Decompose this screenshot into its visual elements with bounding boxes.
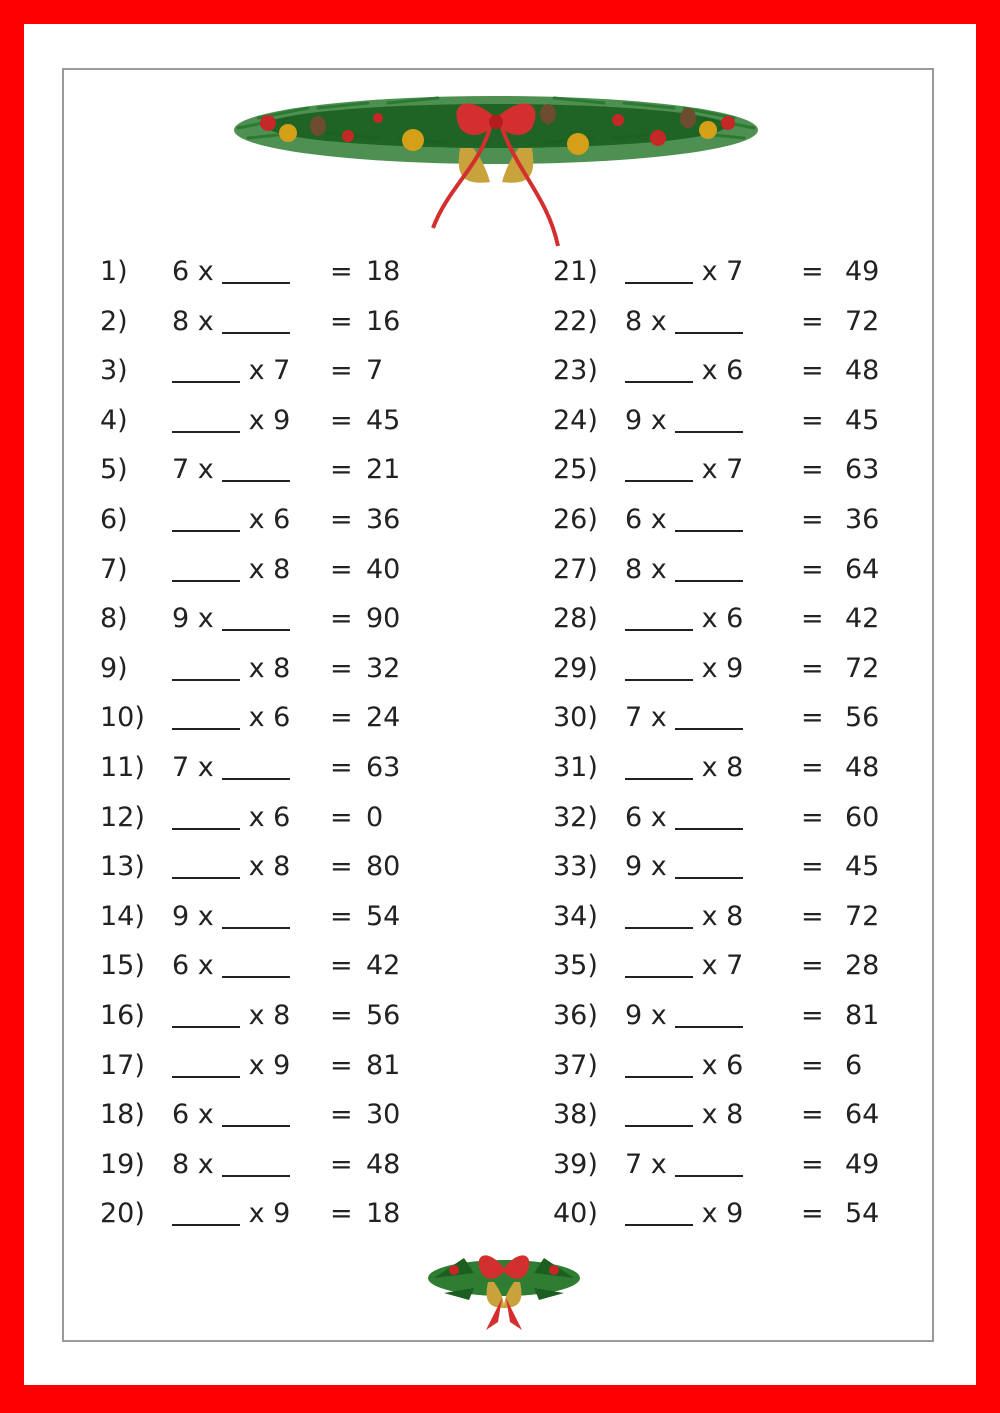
expression: 9 x bbox=[625, 396, 743, 446]
problems-column-right bbox=[553, 247, 893, 1239]
equals-sign: = bbox=[330, 1099, 353, 1131]
product-value: 80 bbox=[366, 851, 401, 883]
problem-row bbox=[553, 1090, 893, 1140]
problem-row bbox=[553, 693, 893, 743]
problem-number: 2) bbox=[100, 305, 128, 337]
equals-sign: = bbox=[801, 999, 824, 1031]
product-value: 7 bbox=[366, 355, 384, 387]
equals-sign: = bbox=[801, 603, 824, 635]
problem-number: 17) bbox=[100, 1049, 145, 1081]
product-value: 81 bbox=[845, 999, 880, 1031]
problem-number: 23) bbox=[553, 355, 598, 387]
equals-sign: = bbox=[330, 1198, 353, 1230]
expression: 9 x bbox=[172, 594, 290, 644]
expression: 8 x bbox=[172, 1140, 290, 1190]
answer-blank[interactable] bbox=[625, 380, 693, 383]
product-value: 54 bbox=[366, 900, 401, 932]
answer-blank[interactable] bbox=[222, 479, 290, 482]
expression: 8 x bbox=[172, 297, 290, 347]
factor-b: 9 bbox=[726, 1198, 744, 1230]
factor-b: 8 bbox=[273, 652, 291, 684]
problem-row bbox=[100, 1189, 440, 1239]
problem-number: 33) bbox=[553, 851, 598, 883]
equals-sign: = bbox=[801, 1099, 824, 1131]
problem-number: 3) bbox=[100, 355, 128, 387]
problem-number: 20) bbox=[100, 1198, 145, 1230]
equals-sign: = bbox=[330, 702, 353, 734]
answer-blank[interactable] bbox=[625, 1223, 693, 1226]
problem-number: 16) bbox=[100, 999, 145, 1031]
product-value: 28 bbox=[845, 950, 880, 982]
answer-blank[interactable] bbox=[172, 1223, 240, 1226]
equals-sign: = bbox=[801, 702, 824, 734]
problem-number: 8) bbox=[100, 603, 128, 635]
expression: x 8 bbox=[172, 991, 290, 1041]
product-value: 48 bbox=[845, 355, 880, 387]
expression: x 7 bbox=[625, 445, 743, 495]
product-value: 90 bbox=[366, 603, 401, 635]
problem-number: 15) bbox=[100, 950, 145, 982]
problem-row bbox=[100, 247, 440, 297]
product-value: 42 bbox=[845, 603, 880, 635]
problem-row bbox=[553, 495, 893, 545]
problem-number: 31) bbox=[553, 751, 598, 783]
answer-blank[interactable] bbox=[625, 281, 693, 284]
problem-number: 30) bbox=[553, 702, 598, 734]
expression: 9 x bbox=[172, 892, 290, 942]
answer-blank[interactable] bbox=[625, 479, 693, 482]
answer-blank[interactable] bbox=[675, 827, 743, 830]
expression: x 9 bbox=[625, 1189, 743, 1239]
product-value: 48 bbox=[366, 1148, 401, 1180]
product-value: 30 bbox=[366, 1099, 401, 1131]
expression: x 8 bbox=[625, 1090, 743, 1140]
problem-number: 27) bbox=[553, 553, 598, 585]
product-value: 45 bbox=[845, 851, 880, 883]
factor-b: 6 bbox=[273, 702, 291, 734]
problem-row bbox=[100, 594, 440, 644]
expression: 6 x bbox=[172, 1090, 290, 1140]
answer-blank[interactable] bbox=[172, 380, 240, 383]
equals-sign: = bbox=[330, 1049, 353, 1081]
product-value: 0 bbox=[366, 801, 384, 833]
problem-row bbox=[100, 793, 440, 843]
product-value: 72 bbox=[845, 900, 880, 932]
expression: x 9 bbox=[625, 644, 743, 694]
equals-sign: = bbox=[330, 1148, 353, 1180]
equals-sign: = bbox=[801, 652, 824, 684]
equals-sign: = bbox=[801, 503, 824, 535]
factor-b: 9 bbox=[726, 652, 744, 684]
equals-sign: = bbox=[330, 256, 353, 287]
product-value: 49 bbox=[845, 1148, 880, 1180]
factor-b: 6 bbox=[726, 355, 744, 387]
expression: x 8 bbox=[172, 644, 290, 694]
problem-row bbox=[100, 644, 440, 694]
product-value: 18 bbox=[366, 1198, 401, 1230]
problem-row bbox=[553, 1189, 893, 1239]
problem-row bbox=[553, 793, 893, 843]
problem-row bbox=[553, 346, 893, 396]
problem-row bbox=[100, 743, 440, 793]
answer-blank[interactable] bbox=[222, 1124, 290, 1127]
product-value: 40 bbox=[366, 553, 401, 585]
problem-number: 19) bbox=[100, 1148, 145, 1180]
problem-row bbox=[100, 495, 440, 545]
problem-row bbox=[100, 842, 440, 892]
problem-row bbox=[553, 1140, 893, 1190]
problem-number: 10) bbox=[100, 702, 145, 734]
problem-row bbox=[553, 594, 893, 644]
christmas-bells-icon bbox=[424, 1238, 584, 1334]
product-value: 56 bbox=[845, 702, 880, 734]
product-value: 64 bbox=[845, 553, 880, 585]
factor-b: 8 bbox=[273, 553, 291, 585]
product-value: 45 bbox=[366, 404, 401, 436]
expression: x 9 bbox=[172, 396, 290, 446]
factor-a: 9 bbox=[172, 900, 190, 932]
problem-row bbox=[100, 1090, 440, 1140]
answer-blank[interactable] bbox=[675, 727, 743, 730]
factor-a: 6 bbox=[172, 950, 190, 982]
expression: 6 x bbox=[172, 941, 290, 991]
product-value: 63 bbox=[366, 751, 401, 783]
problem-row bbox=[100, 297, 440, 347]
equals-sign: = bbox=[801, 1198, 824, 1230]
factor-b: 6 bbox=[273, 801, 291, 833]
problem-row bbox=[100, 941, 440, 991]
answer-blank[interactable] bbox=[172, 1025, 240, 1028]
factor-b: 8 bbox=[726, 751, 744, 783]
equals-sign: = bbox=[801, 454, 824, 486]
answer-blank[interactable] bbox=[222, 926, 290, 929]
equals-sign: = bbox=[330, 454, 353, 486]
equals-sign: = bbox=[801, 305, 824, 337]
answer-blank[interactable] bbox=[172, 579, 240, 582]
answer-blank[interactable] bbox=[675, 1025, 743, 1028]
answer-blank[interactable] bbox=[625, 1075, 693, 1078]
answer-blank[interactable] bbox=[625, 975, 693, 978]
answer-blank[interactable] bbox=[625, 777, 693, 780]
answer-blank[interactable] bbox=[675, 1174, 743, 1177]
equals-sign: = bbox=[330, 603, 353, 635]
equals-sign: = bbox=[330, 404, 353, 436]
expression: x 6 bbox=[172, 793, 290, 843]
equals-sign: = bbox=[330, 851, 353, 883]
answer-blank[interactable] bbox=[172, 727, 240, 730]
equals-sign: = bbox=[801, 900, 824, 932]
answer-blank[interactable] bbox=[222, 331, 290, 334]
product-value: 56 bbox=[366, 999, 401, 1031]
product-value: 54 bbox=[845, 1198, 880, 1230]
expression: x 9 bbox=[172, 1041, 290, 1091]
expression: x 6 bbox=[172, 693, 290, 743]
answer-blank[interactable] bbox=[172, 678, 240, 681]
expression: 9 x bbox=[625, 842, 743, 892]
factor-b: 6 bbox=[726, 603, 744, 635]
problem-number: 5) bbox=[100, 454, 128, 486]
problem-number: 40) bbox=[553, 1198, 598, 1230]
expression: 8 x bbox=[625, 297, 743, 347]
factor-b: 8 bbox=[273, 851, 291, 883]
problem-row bbox=[553, 991, 893, 1041]
expression: x 8 bbox=[625, 892, 743, 942]
expression: x 8 bbox=[625, 743, 743, 793]
equals-sign: = bbox=[801, 801, 824, 833]
problem-row bbox=[553, 1041, 893, 1091]
product-value: 72 bbox=[845, 305, 880, 337]
product-value: 48 bbox=[845, 751, 880, 783]
answer-blank[interactable] bbox=[625, 678, 693, 681]
answer-blank[interactable] bbox=[222, 777, 290, 780]
problem-number: 38) bbox=[553, 1099, 598, 1131]
answer-blank[interactable] bbox=[625, 926, 693, 929]
expression: x 8 bbox=[172, 545, 290, 595]
product-value: 49 bbox=[845, 256, 880, 287]
equals-sign: = bbox=[801, 950, 824, 982]
problem-number: 29) bbox=[553, 652, 598, 684]
expression: x 9 bbox=[172, 1189, 290, 1239]
expression: 6 x bbox=[625, 793, 743, 843]
answer-blank[interactable] bbox=[675, 876, 743, 879]
problem-row bbox=[553, 892, 893, 942]
answer-blank[interactable] bbox=[172, 430, 240, 433]
problem-row bbox=[553, 644, 893, 694]
problem-number: 36) bbox=[553, 999, 598, 1031]
factor-b: 7 bbox=[726, 454, 744, 486]
problem-number: 34) bbox=[553, 900, 598, 932]
expression: 7 x bbox=[172, 743, 290, 793]
factor-a: 9 bbox=[172, 603, 190, 635]
factor-a: 7 bbox=[625, 702, 643, 734]
equals-sign: = bbox=[330, 999, 353, 1031]
problem-number: 35) bbox=[553, 950, 598, 982]
equals-sign: = bbox=[801, 751, 824, 783]
product-value: 42 bbox=[366, 950, 401, 982]
factor-a: 7 bbox=[172, 751, 190, 783]
problem-number: 26) bbox=[553, 503, 598, 535]
expression: x 7 bbox=[172, 346, 290, 396]
expression: 7 x bbox=[172, 445, 290, 495]
factor-a: 7 bbox=[625, 1148, 643, 1180]
answer-blank[interactable] bbox=[675, 331, 743, 334]
problem-row bbox=[100, 396, 440, 446]
problem-row bbox=[100, 1041, 440, 1091]
equals-sign: = bbox=[801, 404, 824, 436]
answer-blank[interactable] bbox=[675, 529, 743, 532]
equals-sign: = bbox=[330, 801, 353, 833]
expression: x 6 bbox=[625, 346, 743, 396]
problem-number: 13) bbox=[100, 851, 145, 883]
problem-row bbox=[553, 396, 893, 446]
product-value: 21 bbox=[366, 454, 401, 486]
factor-a: 7 bbox=[172, 454, 190, 486]
problem-number: 39) bbox=[553, 1148, 598, 1180]
answer-blank[interactable] bbox=[625, 1124, 693, 1127]
expression: x 6 bbox=[625, 1041, 743, 1091]
answer-blank[interactable] bbox=[172, 827, 240, 830]
factor-b: 9 bbox=[273, 1049, 291, 1081]
problem-number: 32) bbox=[553, 801, 598, 833]
equals-sign: = bbox=[330, 355, 353, 387]
problem-number: 24) bbox=[553, 404, 598, 436]
equals-sign: = bbox=[330, 503, 353, 535]
factor-b: 8 bbox=[726, 1099, 744, 1131]
answer-blank[interactable] bbox=[625, 628, 693, 631]
problem-number: 37) bbox=[553, 1049, 598, 1081]
equals-sign: = bbox=[330, 553, 353, 585]
answer-blank[interactable] bbox=[222, 281, 290, 284]
factor-a: 9 bbox=[625, 851, 643, 883]
product-value: 32 bbox=[366, 652, 401, 684]
factor-a: 8 bbox=[625, 553, 643, 585]
equals-sign: = bbox=[330, 900, 353, 932]
factor-b: 8 bbox=[726, 900, 744, 932]
factor-b: 7 bbox=[726, 950, 744, 982]
factor-a: 8 bbox=[625, 305, 643, 337]
product-value: 81 bbox=[366, 1049, 401, 1081]
answer-blank[interactable] bbox=[222, 628, 290, 631]
equals-sign: = bbox=[330, 950, 353, 982]
equals-sign: = bbox=[801, 1148, 824, 1180]
equals-sign: = bbox=[801, 256, 824, 287]
factor-a: 9 bbox=[625, 404, 643, 436]
expression: 7 x bbox=[625, 693, 743, 743]
problem-row bbox=[100, 346, 440, 396]
factor-b: 9 bbox=[273, 404, 291, 436]
problem-number: 22) bbox=[553, 305, 598, 337]
factor-b: 6 bbox=[726, 1049, 744, 1081]
problem-number: 14) bbox=[100, 900, 145, 932]
problem-row bbox=[553, 941, 893, 991]
problem-row bbox=[100, 892, 440, 942]
answer-blank[interactable] bbox=[172, 1075, 240, 1078]
problem-row bbox=[100, 693, 440, 743]
answer-blank[interactable] bbox=[222, 1174, 290, 1177]
product-value: 36 bbox=[366, 503, 401, 535]
factor-b: 9 bbox=[273, 1198, 291, 1230]
factor-a: 6 bbox=[625, 801, 643, 833]
product-value: 18 bbox=[366, 256, 401, 287]
problem-number: 28) bbox=[553, 603, 598, 635]
equals-sign: = bbox=[330, 751, 353, 783]
equals-sign: = bbox=[801, 851, 824, 883]
problem-row bbox=[553, 247, 893, 297]
product-value: 45 bbox=[845, 404, 880, 436]
expression: 9 x bbox=[625, 991, 743, 1041]
factor-a: 6 bbox=[625, 503, 643, 535]
product-value: 63 bbox=[845, 454, 880, 486]
problem-row bbox=[553, 545, 893, 595]
problem-number: 9) bbox=[100, 652, 128, 684]
problem-number: 7) bbox=[100, 553, 128, 585]
problem-number: 1) bbox=[100, 256, 128, 287]
equals-sign: = bbox=[330, 652, 353, 684]
product-value: 36 bbox=[845, 503, 880, 535]
product-value: 6 bbox=[845, 1049, 863, 1081]
problem-number: 18) bbox=[100, 1099, 145, 1131]
answer-blank[interactable] bbox=[675, 430, 743, 433]
expression: x 6 bbox=[172, 495, 290, 545]
problem-row bbox=[553, 297, 893, 347]
expression: x 7 bbox=[625, 247, 743, 297]
problem-number: 11) bbox=[100, 751, 145, 783]
equals-sign: = bbox=[330, 305, 353, 337]
factor-b: 6 bbox=[273, 503, 291, 535]
factor-b: 8 bbox=[273, 999, 291, 1031]
problem-number: 25) bbox=[553, 454, 598, 486]
answer-blank[interactable] bbox=[675, 579, 743, 582]
equals-sign: = bbox=[801, 1049, 824, 1081]
problem-number: 12) bbox=[100, 801, 145, 833]
problem-row bbox=[553, 842, 893, 892]
expression: x 8 bbox=[172, 842, 290, 892]
christmas-garland-icon bbox=[228, 78, 764, 250]
factor-a: 6 bbox=[172, 256, 190, 287]
answer-blank[interactable] bbox=[172, 876, 240, 879]
problem-number: 21) bbox=[553, 256, 598, 287]
equals-sign: = bbox=[801, 355, 824, 387]
factor-a: 8 bbox=[172, 305, 190, 337]
problems-column-left bbox=[100, 247, 440, 1239]
expression: x 7 bbox=[625, 941, 743, 991]
product-value: 60 bbox=[845, 801, 880, 833]
problem-row bbox=[100, 445, 440, 495]
problem-number: 4) bbox=[100, 404, 128, 436]
product-value: 16 bbox=[366, 305, 401, 337]
factor-b: 7 bbox=[273, 355, 291, 387]
product-value: 24 bbox=[366, 702, 401, 734]
expression: 7 x bbox=[625, 1140, 743, 1190]
product-value: 64 bbox=[845, 1099, 880, 1131]
factor-a: 6 bbox=[172, 1099, 190, 1131]
problem-row bbox=[553, 445, 893, 495]
problem-row bbox=[553, 743, 893, 793]
problem-row bbox=[100, 1140, 440, 1190]
answer-blank[interactable] bbox=[222, 975, 290, 978]
problem-row bbox=[100, 991, 440, 1041]
expression: 6 x bbox=[172, 247, 290, 297]
expression: 8 x bbox=[625, 545, 743, 595]
problem-number: 6) bbox=[100, 503, 128, 535]
answer-blank[interactable] bbox=[172, 529, 240, 532]
factor-b: 7 bbox=[726, 256, 744, 287]
product-value: 72 bbox=[845, 652, 880, 684]
factor-a: 9 bbox=[625, 999, 643, 1031]
expression: 6 x bbox=[625, 495, 743, 545]
problem-row bbox=[100, 545, 440, 595]
factor-a: 8 bbox=[172, 1148, 190, 1180]
expression: x 6 bbox=[625, 594, 743, 644]
equals-sign: = bbox=[801, 553, 824, 585]
